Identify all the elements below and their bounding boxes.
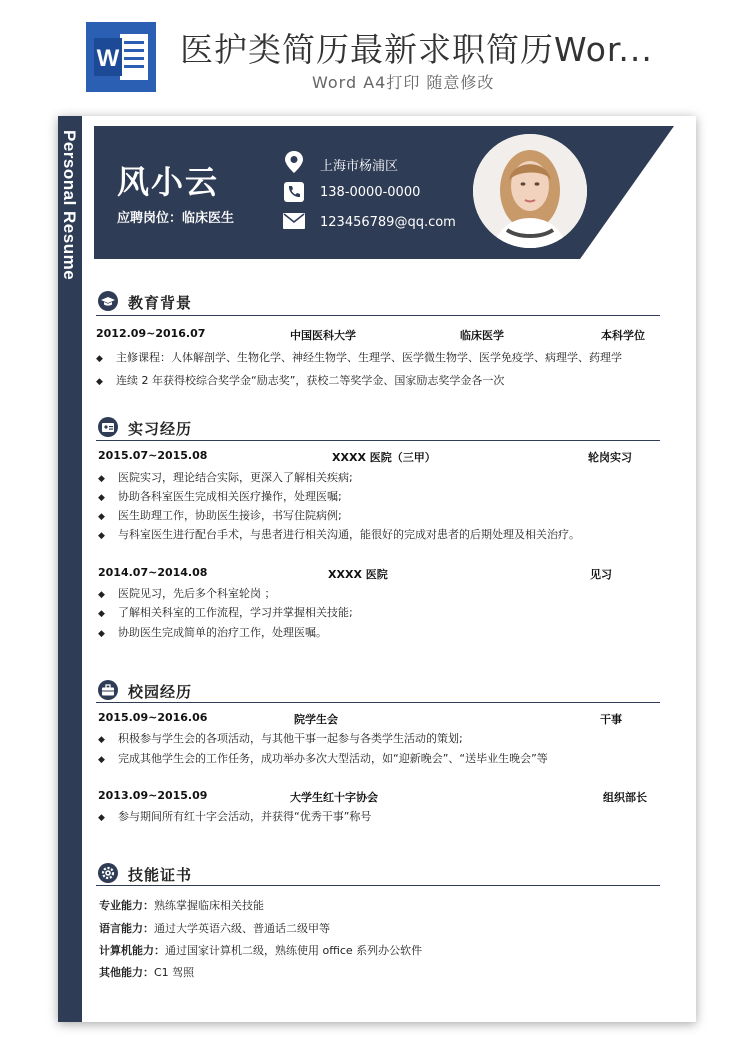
list-item: ◆ 完成其他学生会的工作任务，成功举办多次大型活动，如“迎新晚会”、“送毕业生晚会”等 [98,752,548,765]
email-icon [283,213,305,229]
campus-1-period: 2015.09~2016.06 [98,711,208,724]
phone-text: 138-0000-0000 [320,185,421,200]
list-item: ◆ 与科室医生进行配台手术，与患者进行相关沟通，能很好的完成对患者的后期处理及相关治疗。 [98,528,580,541]
internship-2-role: 见习 [590,568,612,581]
briefcase-icon [98,680,118,700]
svg-text:W: W [96,45,120,72]
list-item: ◆ 连续 2 年获得校综合奖学金“励志奖”，获校二等奖学金、国家励志奖学金各一次 [96,374,505,387]
skill-item: 其他能力：C1 驾照 [99,966,195,979]
skill-item: 专业能力：熟练掌握临床相关技能 [99,899,264,912]
gear-icon [98,863,118,883]
skills-divider [96,885,660,886]
id-card-icon [98,417,118,437]
document-title: 医护类简历最新求职简历Wor... [180,30,653,69]
side-label: Personal Resume [60,130,79,281]
list-item: ◆ 参与期间所有红十字会活动，并获得“优秀干事”称号 [98,810,372,823]
email-text: 123456789@qq.com [320,215,456,230]
profile-photo [473,134,587,248]
list-item: ◆ 积极参与学生会的各项活动，与其他干事一起参与各类学生活动的策划; [98,732,463,745]
skill-item: 语言能力：通过大学英语六级、普通话二级甲等 [99,922,330,935]
campus-1-role: 干事 [600,713,622,726]
education-period: 2012.09~2016.07 [96,327,206,340]
internship-2-org: XXXX 医院 [328,568,388,581]
education-degree: 本科学位 [601,329,645,342]
list-item: ◆ 医院实习，理论结合实际，更深入了解相关疾病; [98,471,353,484]
list-item: ◆ 协助医生完成简单的治疗工作，处理医嘱。 [98,626,327,639]
campus-divider [96,702,660,703]
list-item: ◆ 主修课程：人体解剖学、生物化学、神经生物学、生理学、医学微生物学、医学免疫学、病理学、药理学 [96,351,622,364]
education-divider [96,315,660,316]
list-item: ◆ 了解相关科室的工作流程，学习并掌握相关技能; [98,606,353,619]
campus-1-org: 院学生会 [294,713,338,726]
campus-2-role: 组织部长 [603,791,647,804]
job-target: 应聘岗位：临床医生 [117,211,235,226]
address-text: 上海市杨浦区 [320,159,399,174]
campus-2-period: 2013.09~2015.09 [98,789,208,802]
phone-icon [283,181,305,203]
location-pin-icon [283,150,305,174]
list-item: ◆ 协助各科室医生完成相关医疗操作，处理医嘱; [98,490,342,503]
internship-2-period: 2014.07~2014.08 [98,566,208,579]
internship-divider [96,440,660,441]
internship-1-org: XXXX 医院（三甲） [332,451,436,464]
internship-1-role: 轮岗实习 [588,451,632,464]
internship-title: 实习经历 [128,420,193,438]
campus-2-org: 大学生红十字协会 [290,791,378,804]
skill-item: 计算机能力：通过国家计算机二级，熟练使用 office 系列办公软件 [99,944,423,957]
candidate-name: 风小云 [117,163,220,201]
skills-title: 技能证书 [128,866,193,884]
list-item: ◆ 医生助理工作，协助医生接诊，书写住院病例; [98,509,342,522]
graduation-cap-icon [98,291,118,311]
word-doc-icon [86,22,156,92]
education-major: 临床医学 [460,329,504,342]
education-title: 教育背景 [128,294,193,312]
campus-title: 校园经历 [128,683,193,701]
internship-1-period: 2015.07~2015.08 [98,449,208,462]
education-school: 中国医科大学 [290,329,356,342]
document-subtitle: Word A4打印 随意修改 [312,73,495,92]
download-banner [0,0,750,108]
list-item: ◆ 医院见习，先后多个科室轮岗 ； [98,587,276,600]
